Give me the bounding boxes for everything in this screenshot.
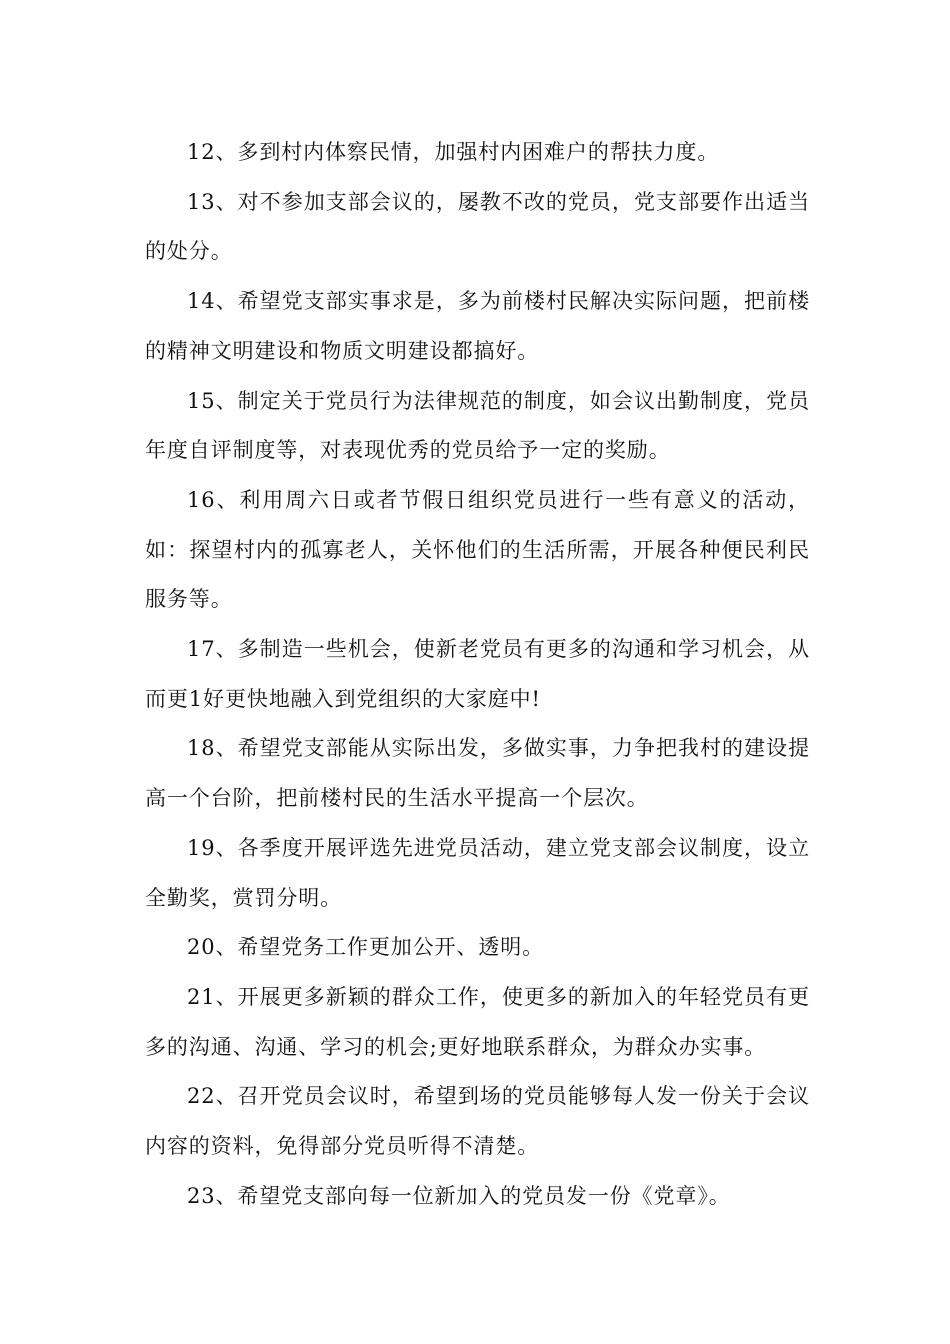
paragraph-15: 15、制定关于党员行为法律规范的制度，如会议出勤制度，党员年度自评制度等，对表现优秀的党员给予一定的奖励。 — [145, 388, 810, 463]
paragraph-14: 14、希望党支部实事求是，多为前楼村民解决实际问题，把前楼的精神文明建设和物质文明建设都搞好。 — [145, 289, 810, 363]
paragraph-18: 18、希望党支部能从实际出发，多做实事，力争把我村的建设提高一个台阶，把前楼村民的生活水平提高一个层次。 — [145, 736, 810, 811]
paragraph-19: 19、各季度开展评选先进党员活动，建立党支部会议制度，设立全勤奖，赏罚分明。 — [145, 835, 810, 910]
paragraph-17: 17、多制造一些机会，使新老党员有更多的沟通和学习机会，从而更1好更快地融入到党组织的大家庭中! — [145, 637, 810, 711]
paragraph-23: 23、希望党支部向每一位新加入的党员发一份《党章》。 — [187, 1183, 731, 1208]
paragraph-16: 16、利用周六日或者节假日组织党员进行一些有意义的活动，如：探望村内的孤寡老人，关怀他们的生活所需，开展各种便民利民服务等。 — [145, 487, 810, 612]
paragraph-13: 13、对不参加支部会议的，屡教不改的党员，党支部要作出适当的处分。 — [145, 189, 810, 264]
paragraph-21: 21、开展更多新颖的群众工作，使更多的新加入的年轻党员有更多的沟通、沟通、学习的机会;更好地联系群众，为群众办实事。 — [145, 984, 810, 1059]
paragraph-22: 22、召开党员会议时，希望到场的党员能够每人发一份关于会议内容的资料，免得部分党员听得不清楚。 — [145, 1084, 810, 1159]
paragraph-12: 12、多到村内体察民情，加强村内困难户的帮扶力度。 — [187, 140, 720, 164]
paragraph-20: 20、希望党务工作更加公开、透明。 — [187, 935, 545, 960]
